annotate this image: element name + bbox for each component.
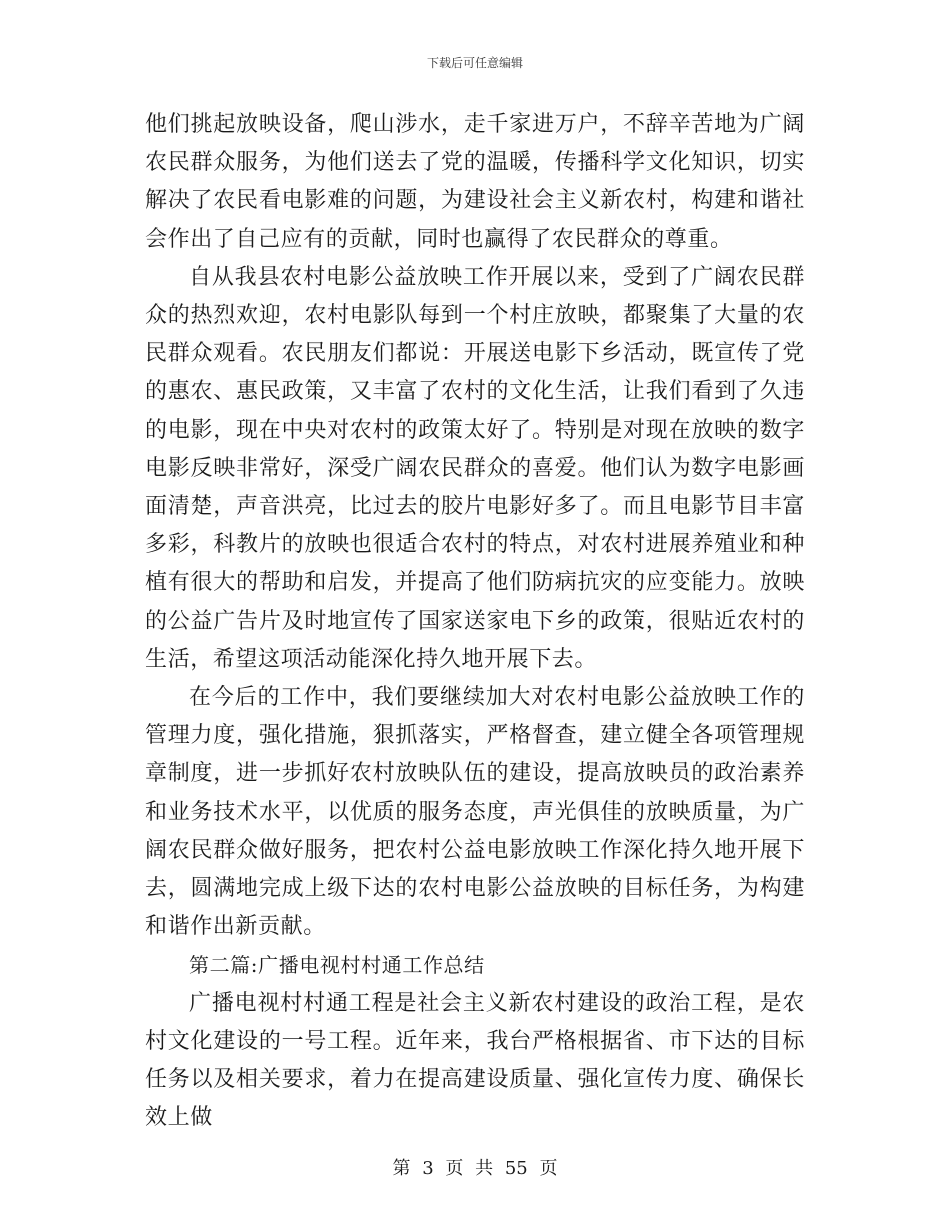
page-number: 第 3 页 共 55 页 bbox=[392, 1158, 558, 1179]
paragraph-2: 自从我县农村电影公益放映工作开展以来，受到了广阔农民群众的热烈欢迎，农村电影队每到一个村庄放映，都聚集了大量的农民群众观看。农民朋友们都说：开展送电影下乡活动，既宣传了党的惠农、惠民政策，又丰富了农村的文化生活，让我们看到了久违的电影，现在中央对农村的政策太好了。特别是对现在放映的数字电影反映非常好，深受广阔农民群众的喜爱。他们认为数字电影画面清楚，声音洪亮，比过去的胶片电影好多了。而且电影节目丰富多彩，科教片的放映也很适合农村的特点，对农村进展养殖业和种植有很大的帮助和启发，并提高了他们防病抗灾的应变能力。放映的公益广告片及时地宣传了国家送家电下乡的政策，很贴近农村的生活，希望这项活动能深化持久地开展下去。 bbox=[145, 264, 805, 672]
paragraph-4: 广播电视村村通工程是社会主义新农村建设的政治工程，是农村文化建设的一号工程。近年来，我台严格根据省、市下达的目标任务以及相关要求，着力在提高建设质量、强化宣传力度、确保长效上做 bbox=[145, 990, 805, 1131]
paragraph-3: 在今后的工作中，我们要继续加大对农村电影公益放映工作的管理力度，强化措施，狠抓落实，严格督查，建立健全各项管理规章制度，进一步抓好农村放映队伍的建设，提高放映员的政治素养和业务技术水平，以优质的服务态度，声光俱佳的放映质量，为广阔农民群众做好服务，把农村公益电影放映工作深化持久地开展下去，圆满地完成上级下达的农村电影公益放映的目标任务，为构建和谐作出新贡献。 bbox=[145, 685, 805, 940]
section-heading: 第二篇:广播电视村村通工作总结 bbox=[189, 953, 485, 978]
document-body bbox=[145, 106, 805, 1137]
paragraph-1: 他们挑起放映设备，爬山涉水，走千家进万户，不辞辛苦地为广阔农民群众服务，为他们送去了党的温暖，传播科学文化知识，切实解决了农民看电影难的问题，为建设社会主义新农村，构建和谐社会作出了自己应有的贡献，同时也赢得了农民群众的尊重。 bbox=[145, 112, 805, 252]
header-note: 下载后可任意编辑 bbox=[426, 56, 523, 70]
